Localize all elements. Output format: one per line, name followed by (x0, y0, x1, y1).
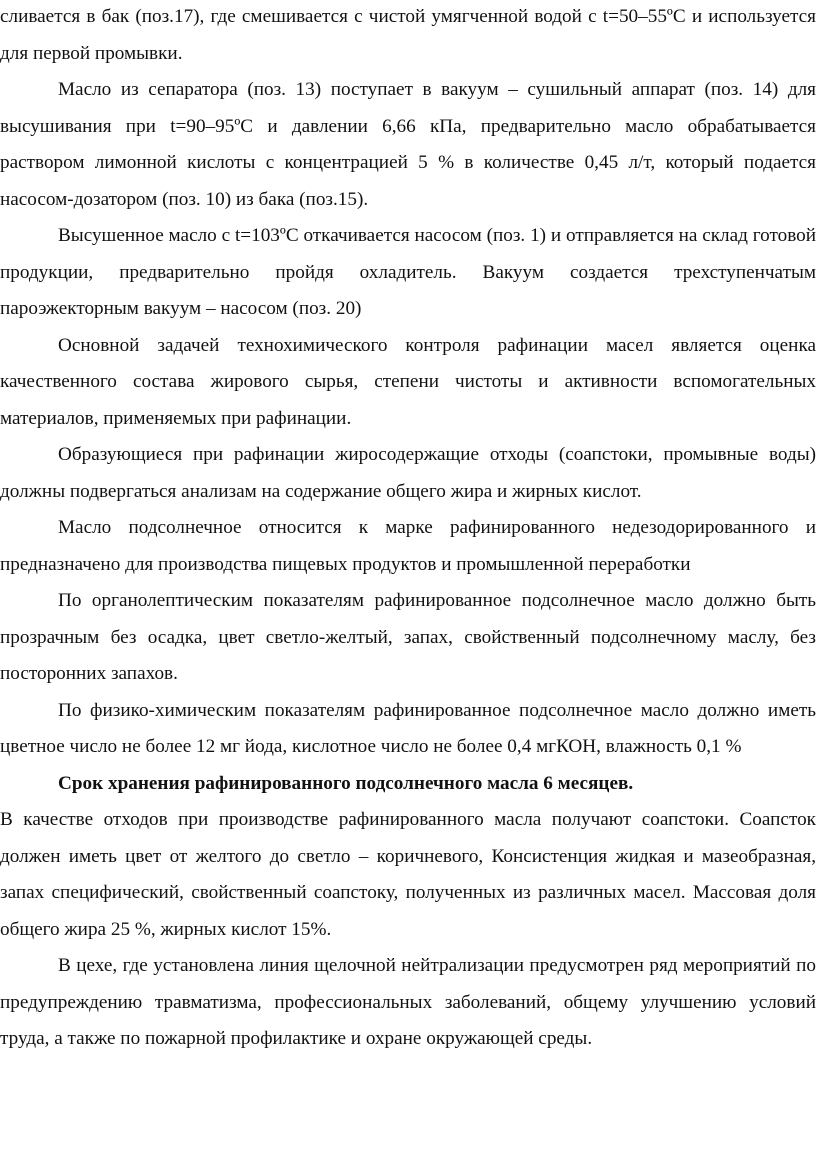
paragraph-10: В качестве отходов при производстве рафинированного масла получают соапстоки. Соапсток должен иметь цвет от желтого до светло – коричневого, Консистенция жидкая и мазеобразная, запах специфический, свойственный соапстоку, полученных из различных масел. Массовая доля общего жира 25 %, жирных кислот 15%. (0, 809, 816, 940)
paragraph-1: сливается в бак (поз.17), где смешивается с чистой умягченной водой с t=50–55ºС и используется для первой промывки. (0, 6, 816, 64)
paragraph-4: Основной задачей технохимического контроля рафинации масел является оценка качественного состава жирового сырья, степени чистоты и активности вспомогательных материалов, применяемых при рафинации. (0, 334, 816, 429)
paragraph-7: По органолептическим показателям рафинированное подсолнечное масло должно быть прозрачным без осадка, цвет светло-желтый, запах, свойственный подсолнечному маслу, без посторонних запахов. (0, 590, 816, 684)
paragraph-3: Высушенное масло с t=103ºС откачивается насосом (поз. 1) и отправляется на склад готовой продукции, предварительно пройдя охладитель. Вакуум создается трехступенчатым пароэжекторным вакуум – насосом (поз. 20) (0, 225, 816, 319)
paragraph-8: По физико-химическим показателям рафинированное подсолнечное масло должно иметь цветное число не более 12 мг йода, кислотное число не более 0,4 мгКОН, влажность 0,1 % (0, 699, 816, 757)
paragraph-2: Масло из сепаратора (поз. 13) поступает в вакуум – сушильный аппарат (поз. 14) для высушивания при t=90–95ºС и давлении 6,66 кПа, предварительно масло обрабатывается раствором лимонной кислоты с концентрацией 5 % в количестве 0,45 л/т, который подается насосом-дозатором (поз. 10) из бака (поз.15). (0, 79, 816, 210)
paragraph-6: Масло подсолнечное относится к марке рафинированного недезодорированного и предназначено для производства пищевых продуктов и промышленной переработки (0, 517, 816, 575)
paragraph-5: Образующиеся при рафинации жиросодержащие отходы (соапстоки, промывные воды) должны подвергаться анализам на содержание общего жира и жирных кислот. (0, 444, 816, 502)
storage-heading: Срок хранения рафинированного подсолнечного масла 6 месяцев. (58, 772, 634, 794)
paragraph-11: В цехе, где установлена линия щелочной нейтрализации предусмотрен ряд мероприятий по предупреждению травматизма, профессиональных заболеваний, общему улучшению условий труда, а также по пожарной профилактике и охране окружающей среды. (0, 955, 816, 1049)
